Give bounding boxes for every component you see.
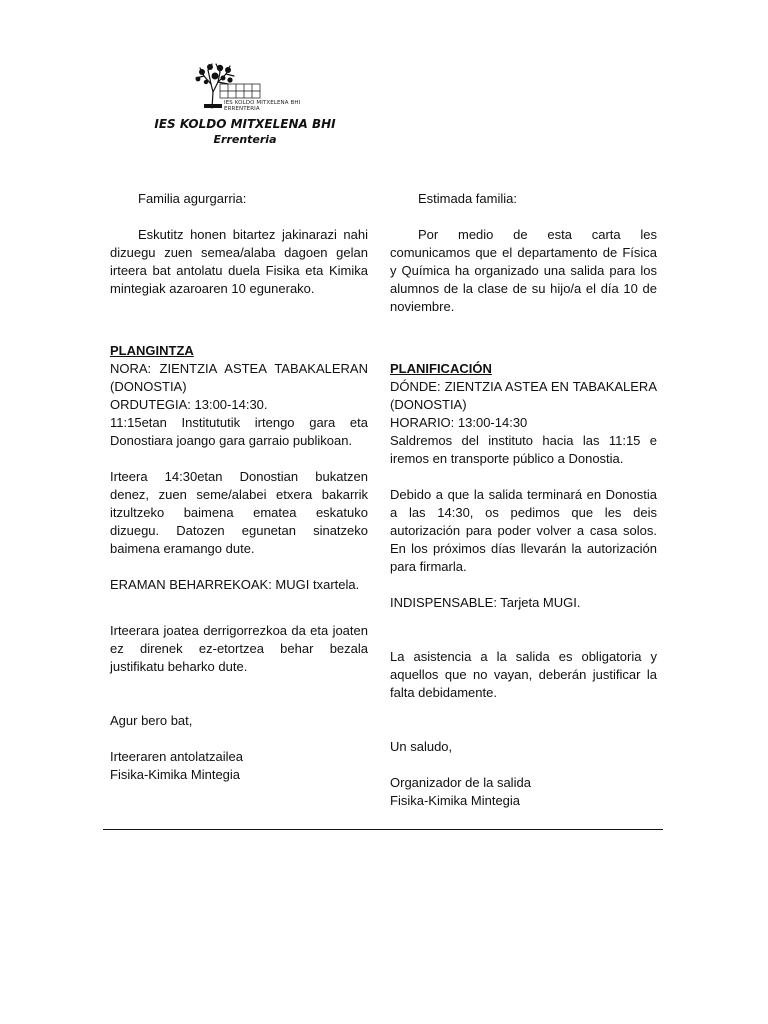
basque-where: NORA: ZIENTZIA ASTEA TABAKALERAN (DONOSTIA): [110, 361, 368, 394]
spanish-transport: Saldremos del instituto hacia las 11:15 e iremos en transporte público a Donostia.: [390, 433, 657, 466]
basque-column: [110, 190, 368, 784]
logo-caption-line1: IES KOLDO MITXELENA BHI: [224, 100, 301, 106]
basque-farewell: Agur bero bat,: [110, 713, 193, 728]
spanish-authorization: Debido a que la salida terminará en Donostia a las 14:30, os pedimos que les deis autorización para poder volver a casa solos. En los próximos días llevarán la autorización para firmarla.: [390, 487, 657, 574]
basque-intro: Eskutitz honen bitartez jakinarazi nahi dizuegu zuen semea/alaba dagoen gelan irteera bat antolatu duela Fisika eta Kimika mintegiak azaroaren 10 egunerako.: [110, 227, 368, 296]
basque-signer: Irteeraren antolatzailea: [110, 749, 243, 764]
spanish-where: DÓNDE: ZIENTZIA ASTEA EN TABAKALERA (DONOSTIA): [390, 379, 657, 412]
basque-transport: 11:15etan Institututik irtengo gara eta Donostiara joango gara garraio publikoan.: [110, 415, 368, 448]
logo-caption-line2: ERRENTERIA: [224, 106, 260, 112]
spanish-plan-heading: PLANIFICACIÓN: [390, 361, 492, 376]
basque-required: ERAMAN BEHARREKOAK: MUGI txartela.: [110, 577, 360, 592]
spanish-mandatory: La asistencia a la salida es obligatoria y aquellos que no vayan, deberán justificar la falta debidamente.: [390, 649, 657, 700]
school-city: Errenteria: [213, 133, 277, 146]
basque-mandatory: Irteerara joatea derrigorrezkoa da eta joaten ez direnek ez-etortzea behar bezala justifikatu beharko dute.: [110, 623, 368, 674]
basque-greeting: Familia agurgarria:: [138, 191, 247, 206]
spanish-required: INDISPENSABLE: Tarjeta MUGI.: [390, 595, 581, 610]
basque-authorization: Irteera 14:30etan Donostian bukatzen denez, zuen seme/alabei etxera bakarrik itzultzeko baimena ematea eskatuko dizuegu. Datozen egunetan sinatzeko baimena eramango dute.: [110, 469, 368, 556]
spanish-greeting: Estimada familia:: [418, 191, 517, 206]
spanish-farewell: Un saludo,: [390, 739, 453, 754]
basque-department: Fisika-Kimika Mintegia: [110, 767, 241, 782]
spanish-department: Fisika-Kimika Mintegia: [390, 793, 521, 808]
spanish-intro: Por medio de esta carta les comunicamos que el departamento de Física y Química ha organizado una salida para los alumnos de la clase de su hijo/a el día 10 de noviembre.: [390, 227, 657, 314]
spanish-signer: Organizador de la salida: [390, 775, 531, 790]
basque-schedule: ORDUTEGIA: 13:00-14:30.: [110, 397, 268, 412]
logo-caption: [224, 100, 300, 112]
spanish-column: [390, 190, 657, 810]
basque-plan-heading: PLANGINTZA: [110, 343, 194, 358]
spanish-schedule: HORARIO: 13:00-14:30: [390, 415, 528, 430]
school-name: IES KOLDO MITXELENA BHI: [154, 117, 336, 131]
bottom-divider: [103, 829, 663, 830]
